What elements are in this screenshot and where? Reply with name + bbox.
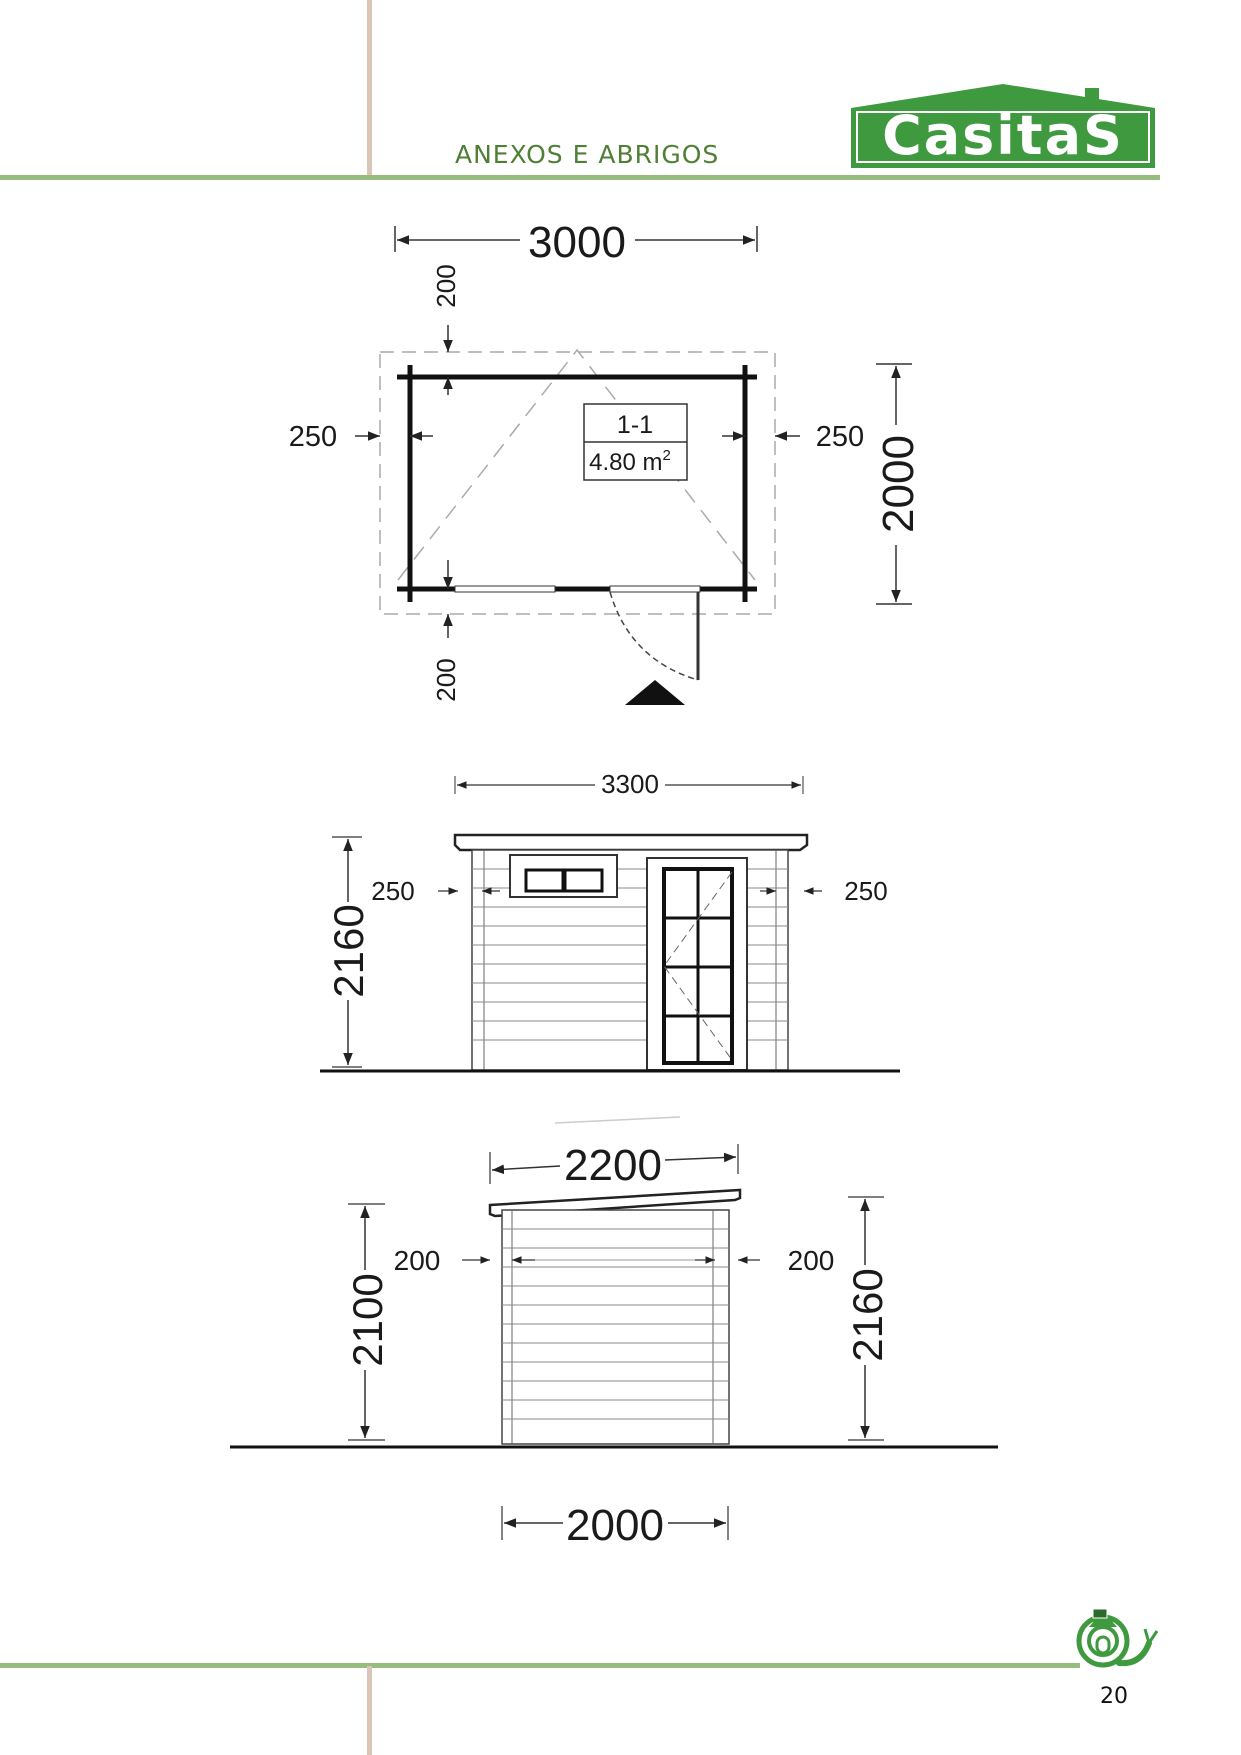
front-height: 2160	[325, 904, 372, 998]
plan-width-dimension: 3000	[528, 218, 626, 267]
entrance-arrow-icon	[625, 680, 685, 705]
roof-outline	[380, 352, 775, 614]
section-title: ANEXOS E ABRIGOS	[455, 140, 720, 169]
logo-text: CasitaS	[882, 104, 1124, 167]
room-area: 4.80 $m^2$	[589, 447, 671, 476]
side-left-overhang: 200	[393, 1245, 441, 1276]
door-swing	[610, 592, 698, 680]
side-left-height: 2100	[344, 1273, 391, 1367]
front-elevation	[320, 769, 900, 1071]
page-number: 20	[1100, 1684, 1128, 1709]
plan-top-overhang: 200	[431, 264, 461, 308]
side-right-overhang: 200	[787, 1245, 835, 1276]
side-wall	[502, 1210, 729, 1444]
side-elevation	[230, 1117, 998, 1550]
plan-bottom-overhang: 200	[431, 658, 461, 702]
snail-house-logo-icon	[1075, 1603, 1160, 1669]
plan-left-overhang: 250	[288, 421, 338, 453]
front-roof-width: 3300	[601, 769, 659, 799]
side-base-width: 2000	[566, 1501, 664, 1550]
front-roof	[455, 835, 807, 850]
side-roof-width: 2200	[564, 1141, 662, 1190]
floor-plan	[289, 218, 923, 705]
ridge-lines	[398, 350, 755, 580]
front-right-overhang: 250	[844, 876, 888, 906]
front-left-overhang: 250	[371, 876, 415, 906]
plan-depth-dimension: 2000	[874, 435, 923, 533]
room-id: 1-1	[616, 411, 654, 439]
side-right-height: 2160	[844, 1268, 891, 1362]
plan-right-overhang: 250	[815, 421, 865, 453]
